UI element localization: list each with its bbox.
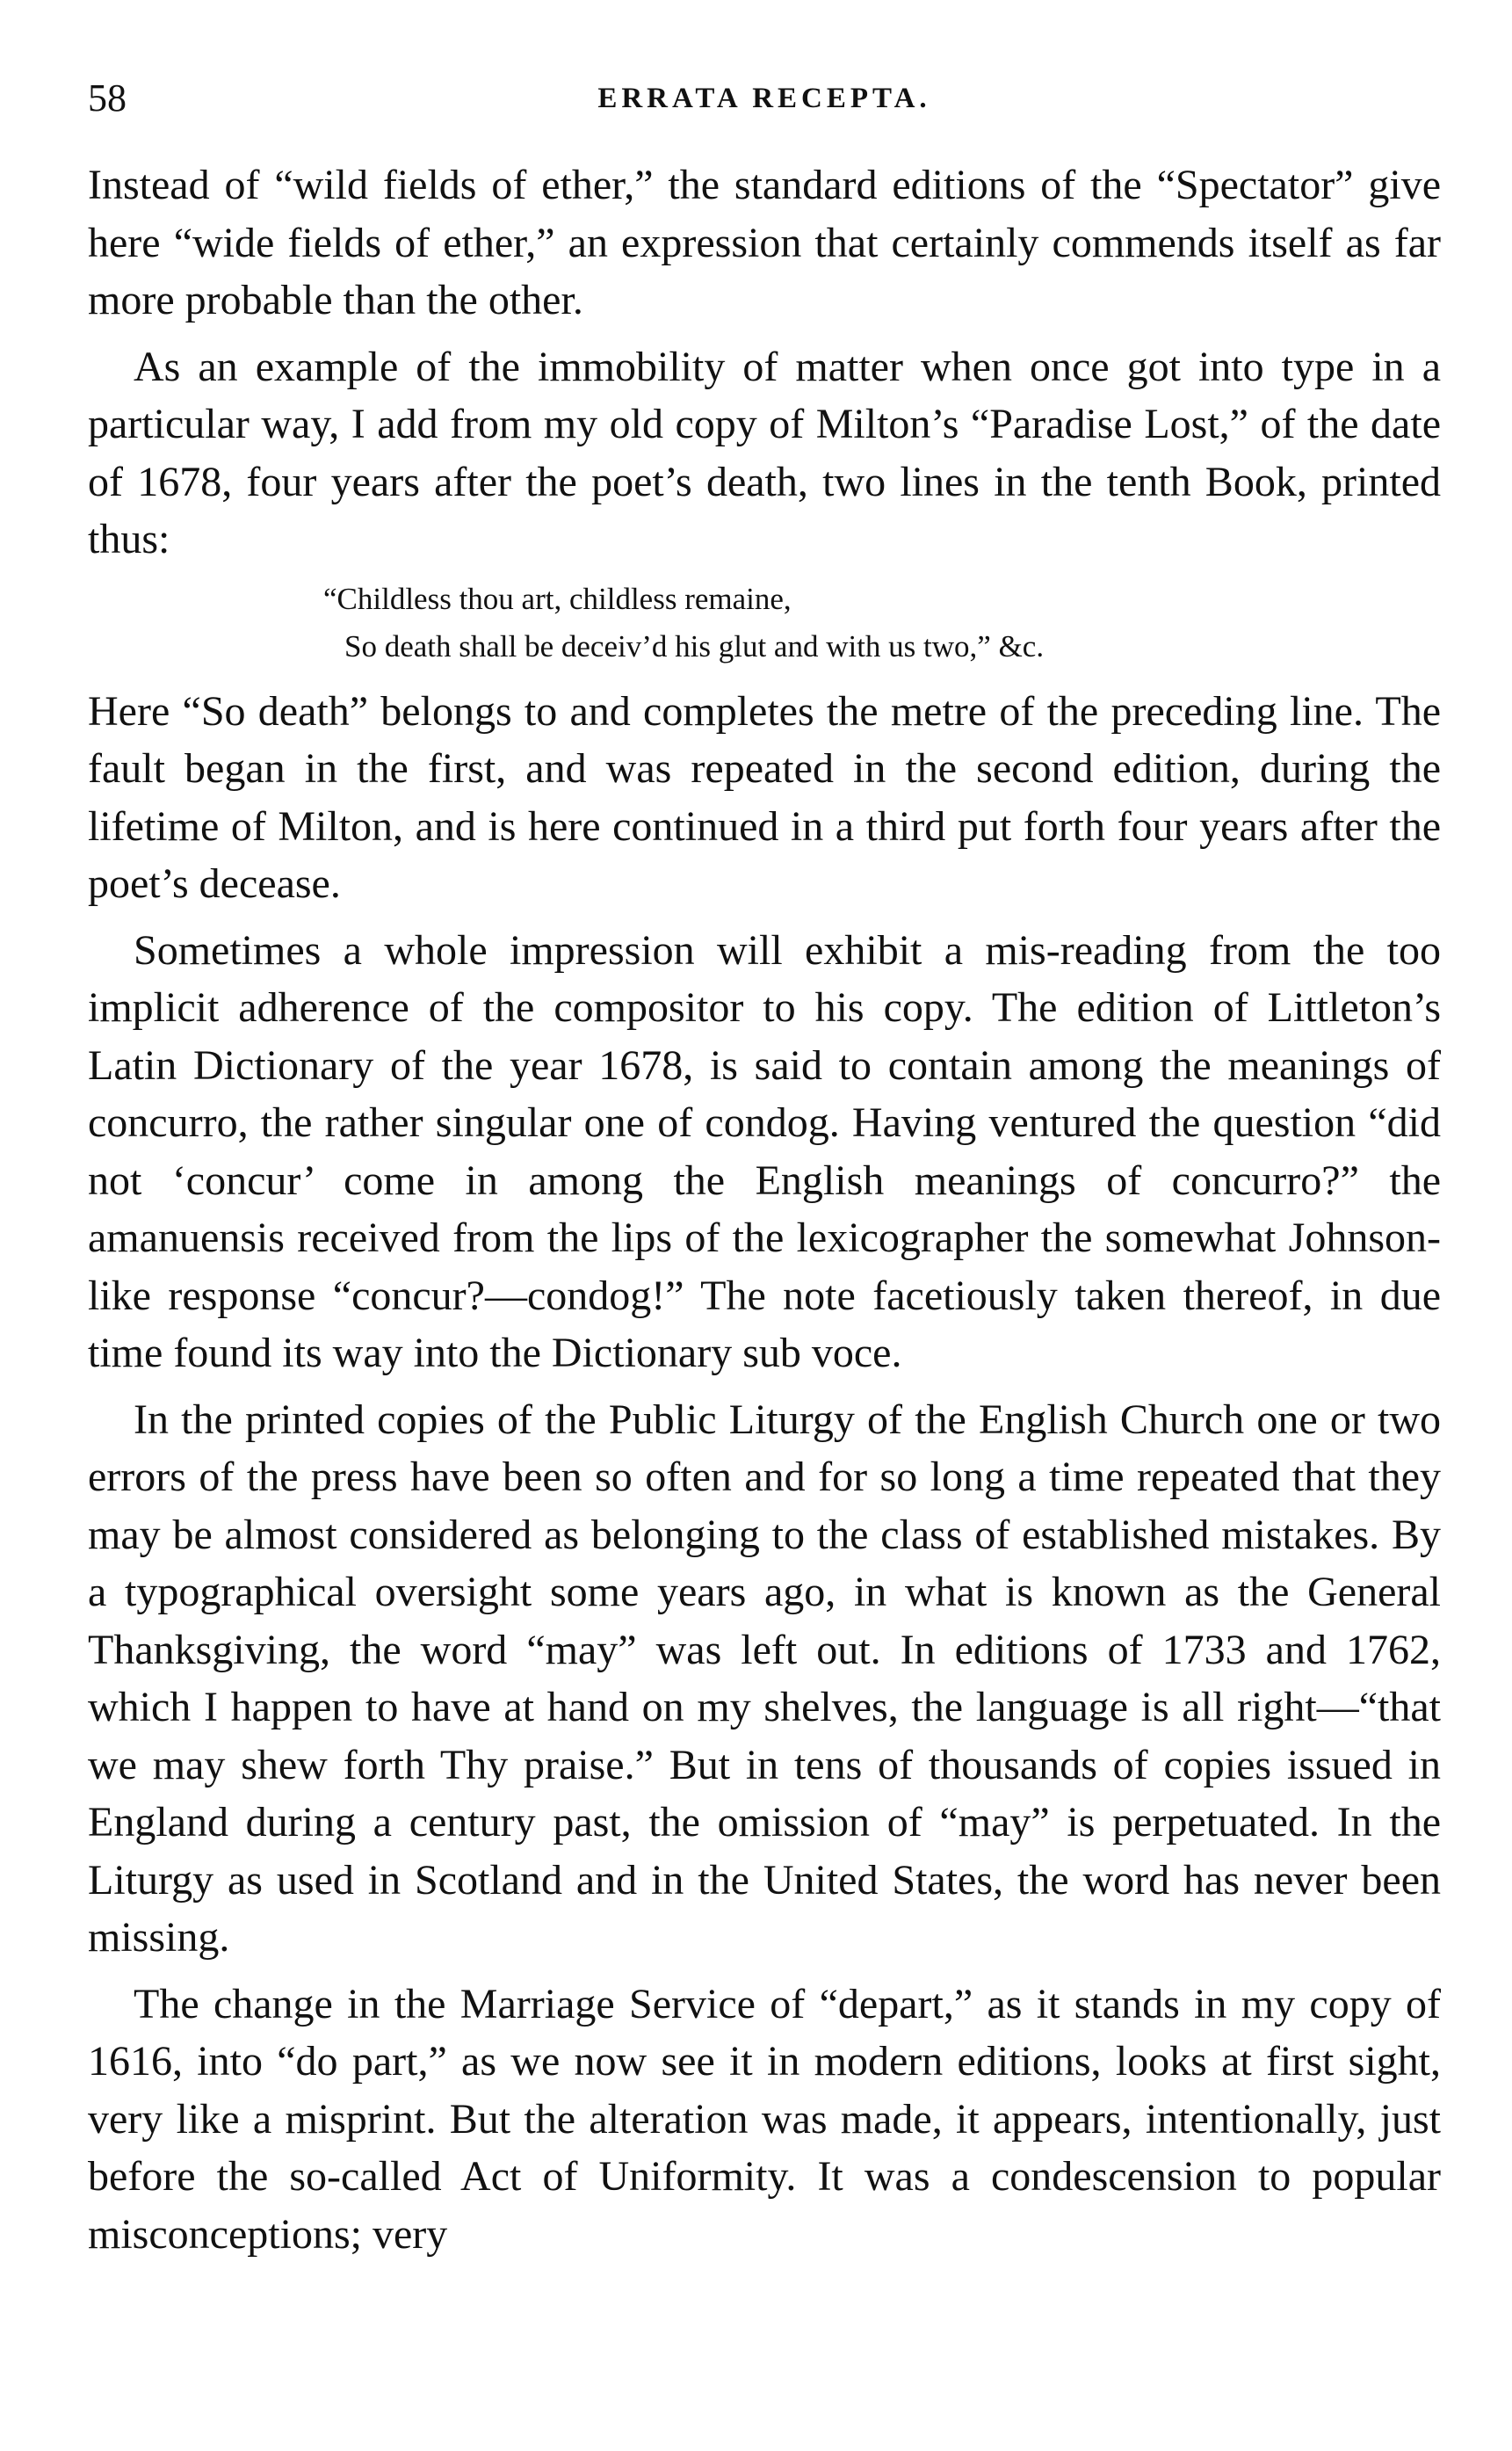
paragraph-liturgy: In the printed copies of the Public Liturgy of the English Church one or two errors of the press have been so often and for so long a time repeated that they may be almost considered as belonging to the class of established mistakes. By a typographical oversight some years ago, in what is known as the General Thanksgiving, the word “may” was left out. In editions of 1733 and 1762, which I happen to have at hand on my shelves, the language is all right—“that we may shew forth Thy praise.” But in tens of thousands of copies issued in England during a century past, the omission of “may” is perpetuated. In the Liturgy as used in Scotland and in the United States, the word has never been missing. [88,1396,1441,1961]
running-head: ERRATA RECEPTA. [597,83,931,114]
paragraph-milton: As an example of the immobility of matter when once got into type in a particular way, I add from my old copy of Milton’s “Paradise Lost,” of the date of 1678, four years after the poet’s death, two lines in the tenth Book, printed thus: [88,343,1441,562]
verse-quotation [88,576,1441,671]
paragraph-spectator: Instead of “wild fields of ether,” the standard editions of the “Spectator” give here “wide fields of ether,” an expression that certainly commends itself as far more probable than the other. [88,162,1441,323]
body-text [88,156,1441,2263]
page-number: 58 [88,76,127,120]
verse-line-1: “Childless thou art, childless remaine, [323,581,792,616]
paragraph-marriage-service: The change in the Marriage Service of “depart,” as it stands in my copy of 1616, into “do part,” as we now see it in modern editions, looks at first sight, very like a misprint. But the alteration was made, it appears, intentionally, just before the so-called Act of Uniformity. It was a condescension to popular misconceptions; very [88,1980,1441,2258]
paragraph-littleton: Sometimes a whole impression will exhibit a mis-reading from the too implicit adherence of the compositor to his copy. The edition of Littleton’s Latin Dictionary of the year 1678, is said to contain among the meanings of concurro, the rather singular one of condog. Having ventured the question “did not ‘concur’ come in among the English meanings of concurro?” the amanuensis received from the lips of the lexicographer the somewhat Johnson-like response “concur?—condog!” The note facetiously taken thereof, in due time found its way into the Dictionary sub voce. [88,926,1441,1376]
page-header [88,72,1441,125]
verse-line-2: So death shall be deceiv’d his glut and with us two,” &c. [344,628,1045,664]
paragraph-so-death: Here “So death” belongs to and completes the metre of the preceding line. The fault began in the first, and was repeated in the second edition, during the lifetime of Milton, and is here continued in a third put forth four years after the poet’s decease. [88,687,1441,907]
